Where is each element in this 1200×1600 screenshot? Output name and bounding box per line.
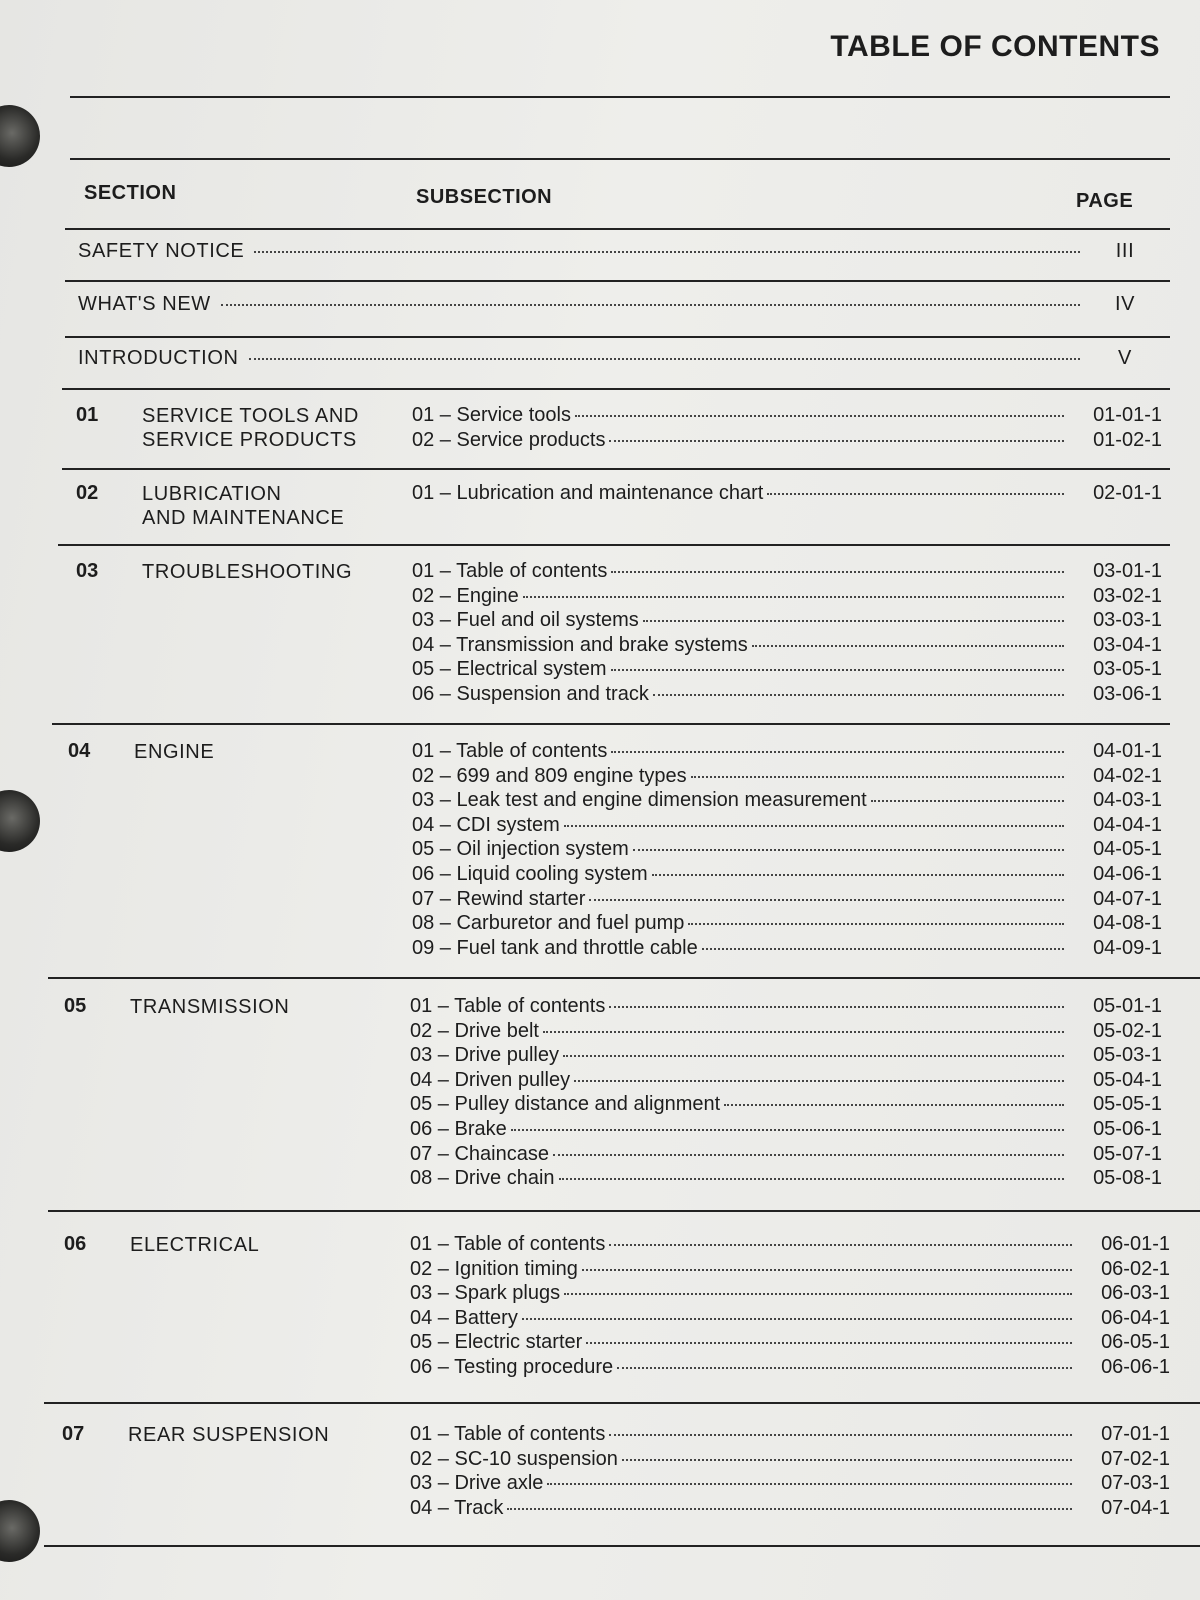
toc-entry[interactable]: [412, 789, 1162, 814]
dot-leader: [653, 694, 1064, 696]
toc-entry[interactable]: [412, 482, 1162, 507]
toc-row-whats-new[interactable]: [78, 293, 1160, 323]
dot-leader: [611, 751, 1064, 753]
toc-entry[interactable]: [410, 1472, 1170, 1497]
dot-leader: [767, 493, 1064, 495]
divider: [70, 96, 1170, 98]
toc-page: 06-05-1: [1101, 1331, 1170, 1354]
toc-label: INTRODUCTION: [78, 347, 239, 369]
toc-entry[interactable]: [412, 585, 1162, 610]
toc-entry[interactable]: [412, 609, 1162, 634]
section-number: 03: [76, 560, 99, 582]
toc-entry[interactable]: [412, 740, 1162, 765]
toc-entry[interactable]: [410, 1020, 1162, 1045]
toc-page: 04-01-1: [1093, 740, 1162, 762]
toc-label: 01 – Table of contents: [410, 1233, 606, 1255]
dot-leader: [724, 1104, 1064, 1106]
toc-entry[interactable]: [412, 429, 1162, 454]
toc-page: 07-04-1: [1101, 1496, 1170, 1519]
dot-leader: [871, 800, 1064, 802]
dot-leader: [559, 1178, 1064, 1180]
toc-page: 07-03-1: [1101, 1472, 1170, 1495]
dot-leader: [564, 1293, 1072, 1295]
toc-row-introduction[interactable]: [78, 347, 1160, 377]
dot-leader: [611, 669, 1064, 671]
dot-leader: [617, 1367, 1072, 1369]
toc-entry[interactable]: [410, 1423, 1170, 1448]
toc-page: 05-07-1: [1093, 1142, 1162, 1165]
toc-label: 04 – Track: [410, 1496, 504, 1519]
toc-label: 06 – Suspension and track: [412, 682, 649, 705]
toc-entry[interactable]: [412, 912, 1162, 937]
toc-page: 05-04-1: [1093, 1068, 1162, 1091]
toc-page: 01-02-1: [1093, 428, 1162, 451]
toc-entry[interactable]: [410, 1069, 1162, 1094]
toc-label: WHAT'S NEW: [78, 293, 211, 315]
toc-label: 05 – Oil injection system: [412, 838, 629, 861]
dot-leader: [547, 1483, 1072, 1485]
toc-page: 06-01-1: [1101, 1233, 1170, 1255]
toc-entry[interactable]: [412, 404, 1162, 429]
section-entries: [412, 740, 1162, 961]
section-entries: [412, 560, 1162, 708]
toc-label: 02 – SC-10 suspension: [410, 1447, 618, 1470]
toc-label: 08 – Drive chain: [410, 1167, 555, 1190]
dot-leader: [633, 849, 1064, 851]
toc-page: 06-04-1: [1101, 1306, 1170, 1329]
toc-label: 06 – Liquid cooling system: [412, 862, 648, 885]
toc-page: 05-08-1: [1093, 1167, 1162, 1190]
divider: [48, 977, 1200, 979]
toc-entry[interactable]: [412, 814, 1162, 839]
toc-page: 02-01-1: [1093, 482, 1162, 504]
toc-label: 04 – Driven pulley: [410, 1068, 571, 1091]
toc-label: 03 – Drive pulley: [410, 1044, 559, 1067]
toc-page: 03-03-1: [1093, 609, 1162, 632]
toc-page: 03-05-1: [1093, 658, 1162, 681]
binder-hole-middle: [0, 790, 40, 852]
section-entries: [410, 995, 1162, 1192]
toc-entry[interactable]: [410, 1307, 1170, 1332]
dot-leader: [652, 874, 1064, 876]
toc-entry[interactable]: [412, 863, 1162, 888]
dot-leader: [553, 1154, 1064, 1156]
toc-entry[interactable]: [412, 838, 1162, 863]
toc-entry[interactable]: [410, 1448, 1170, 1473]
divider: [65, 336, 1170, 338]
dot-leader: [574, 1080, 1064, 1082]
toc-page: III: [1115, 240, 1135, 262]
section-title: LUBRICATION AND MAINTENANCE: [142, 483, 345, 529]
toc-page: 03-04-1: [1093, 633, 1162, 656]
dot-leader: [688, 923, 1064, 925]
toc-label: 07 – Rewind starter: [412, 887, 586, 910]
dot-leader: [582, 1269, 1072, 1271]
toc-label: 03 – Spark plugs: [410, 1282, 561, 1305]
section-number: 07: [62, 1423, 85, 1445]
toc-label: 01 – Service tools: [412, 404, 571, 426]
toc-page: 04-03-1: [1093, 789, 1162, 812]
page-title: TABLE OF CONTENTS: [830, 30, 1160, 63]
dot-leader: [586, 1342, 1072, 1344]
toc-label: 01 – Table of contents: [410, 995, 606, 1017]
section-title: ELECTRICAL: [130, 1234, 260, 1256]
divider: [65, 280, 1170, 282]
binder-hole-top: [0, 105, 40, 167]
column-header-subsection: SUBSECTION: [416, 186, 553, 208]
dot-leader: [564, 825, 1064, 827]
toc-entry[interactable]: [410, 1356, 1170, 1381]
toc-entry[interactable]: [410, 1143, 1162, 1168]
toc-label: SAFETY NOTICE: [78, 240, 245, 262]
dot-leader: [589, 899, 1064, 901]
toc-label: 05 – Electrical system: [412, 658, 607, 681]
toc-entry[interactable]: [410, 1282, 1170, 1307]
toc-page: V: [1118, 347, 1132, 369]
dot-leader: [254, 251, 1080, 253]
toc-entry[interactable]: [410, 1167, 1162, 1192]
binder-hole-bottom: [0, 1500, 40, 1562]
toc-entry[interactable]: [410, 1258, 1170, 1283]
toc-page: IV: [1114, 293, 1136, 315]
dot-leader: [609, 440, 1064, 442]
section-title: TROUBLESHOOTING: [142, 561, 353, 583]
toc-label: 03 – Fuel and oil systems: [412, 609, 639, 632]
section-title: SERVICE TOOLS AND SERVICE PRODUCTS: [142, 405, 359, 451]
toc-label: 06 – Brake: [410, 1117, 507, 1140]
divider: [70, 158, 1170, 160]
divider: [52, 723, 1170, 725]
dot-leader: [609, 1244, 1072, 1246]
toc-page: 06-06-1: [1101, 1355, 1170, 1378]
toc-page: 06-02-1: [1101, 1257, 1170, 1280]
dot-leader: [752, 645, 1064, 647]
toc-page: 04-07-1: [1093, 887, 1162, 910]
section-number: 04: [68, 740, 91, 762]
dot-leader: [511, 1129, 1064, 1131]
dot-leader: [691, 776, 1064, 778]
dot-leader: [249, 358, 1080, 360]
section-entries: [410, 1233, 1170, 1381]
toc-label: 07 – Chaincase: [410, 1142, 549, 1165]
toc-page: 03-06-1: [1093, 682, 1162, 705]
toc-page: 04-08-1: [1093, 912, 1162, 935]
toc-entry[interactable]: [410, 1497, 1170, 1522]
toc-page: 05-02-1: [1093, 1019, 1162, 1042]
toc-row-safety-notice[interactable]: [78, 240, 1160, 270]
toc-page: 04-06-1: [1093, 862, 1162, 885]
toc-label: 09 – Fuel tank and throttle cable: [412, 936, 698, 959]
toc-page: 04-05-1: [1093, 838, 1162, 861]
section-entries: [412, 482, 1162, 507]
toc-entry[interactable]: [412, 765, 1162, 790]
toc-entry[interactable]: [412, 937, 1162, 962]
dot-leader: [609, 1434, 1072, 1436]
divider: [58, 544, 1170, 546]
divider: [48, 1210, 1200, 1212]
toc-entry[interactable]: [410, 995, 1162, 1020]
dot-leader: [522, 1318, 1072, 1320]
toc-label: 03 – Leak test and engine dimension measurement: [412, 789, 867, 812]
toc-entry[interactable]: [412, 560, 1162, 585]
toc-label: 04 – Battery: [410, 1306, 518, 1329]
toc-label: 03 – Drive axle: [410, 1472, 544, 1495]
divider: [62, 468, 1170, 470]
section-number: 05: [64, 995, 87, 1017]
toc-page: 01-01-1: [1093, 404, 1162, 426]
column-header-page: PAGE: [1076, 190, 1134, 212]
toc-label: 01 – Table of contents: [410, 1423, 606, 1445]
section-title: REAR SUSPENSION: [128, 1424, 330, 1446]
dot-leader: [609, 1006, 1064, 1008]
toc-label: 02 – Drive belt: [410, 1019, 539, 1042]
toc-entry[interactable]: [412, 888, 1162, 913]
dot-leader: [523, 596, 1064, 598]
toc-entry[interactable]: [412, 658, 1162, 683]
dot-leader: [702, 948, 1064, 950]
toc-entry[interactable]: [410, 1331, 1170, 1356]
section-entries: [410, 1423, 1170, 1521]
divider: [65, 228, 1170, 230]
section-number: 02: [76, 482, 99, 504]
toc-page: 06-03-1: [1101, 1282, 1170, 1305]
toc-page: 03-01-1: [1093, 560, 1162, 582]
divider: [44, 1545, 1200, 1547]
toc-page: 07-01-1: [1101, 1423, 1170, 1445]
toc-page: 03-02-1: [1093, 584, 1162, 607]
toc-entry[interactable]: [412, 683, 1162, 708]
toc-label: 05 – Pulley distance and alignment: [410, 1093, 721, 1116]
section-entries: [412, 404, 1162, 453]
dot-leader: [575, 415, 1064, 417]
toc-entry[interactable]: [410, 1044, 1162, 1069]
section-title: TRANSMISSION: [130, 996, 290, 1018]
divider: [44, 1402, 1200, 1404]
toc-label: 01 – Lubrication and maintenance chart: [412, 482, 764, 504]
dot-leader: [507, 1508, 1072, 1510]
toc-entry[interactable]: [410, 1118, 1162, 1143]
toc-label: 04 – CDI system: [412, 813, 560, 836]
dot-leader: [622, 1459, 1072, 1461]
dot-leader: [221, 304, 1080, 306]
dot-leader: [611, 571, 1064, 573]
toc-label: 08 – Carburetor and fuel pump: [412, 912, 685, 935]
toc-page: 05-03-1: [1093, 1044, 1162, 1067]
toc-page: 07-02-1: [1101, 1447, 1170, 1470]
toc-page: 05-05-1: [1093, 1093, 1162, 1116]
toc-page: 04-09-1: [1093, 936, 1162, 959]
divider: [62, 388, 1170, 390]
toc-label: 05 – Electric starter: [410, 1331, 583, 1354]
toc-label: 06 – Testing procedure: [410, 1355, 614, 1378]
dot-leader: [543, 1031, 1064, 1033]
toc-label: 01 – Table of contents: [412, 740, 608, 762]
toc-label: 04 – Transmission and brake systems: [412, 633, 748, 656]
toc-label: 02 – 699 and 809 engine types: [412, 764, 687, 787]
section-title: ENGINE: [134, 741, 215, 763]
toc-entry[interactable]: [412, 634, 1162, 659]
dot-leader: [563, 1055, 1064, 1057]
toc-label: 02 – Engine: [412, 584, 519, 607]
toc-page: 05-01-1: [1093, 995, 1162, 1017]
section-number: 01: [76, 404, 99, 426]
toc-label: 02 – Service products: [412, 428, 606, 451]
toc-page: 04-02-1: [1093, 764, 1162, 787]
column-header-section: SECTION: [84, 182, 177, 204]
toc-page: 04-04-1: [1093, 813, 1162, 836]
toc-label: 01 – Table of contents: [412, 560, 608, 582]
toc-label: 02 – Ignition timing: [410, 1257, 578, 1280]
dot-leader: [643, 620, 1064, 622]
toc-page: 05-06-1: [1093, 1117, 1162, 1140]
section-number: 06: [64, 1233, 87, 1255]
toc-entry[interactable]: [410, 1093, 1162, 1118]
toc-entry[interactable]: [410, 1233, 1170, 1258]
